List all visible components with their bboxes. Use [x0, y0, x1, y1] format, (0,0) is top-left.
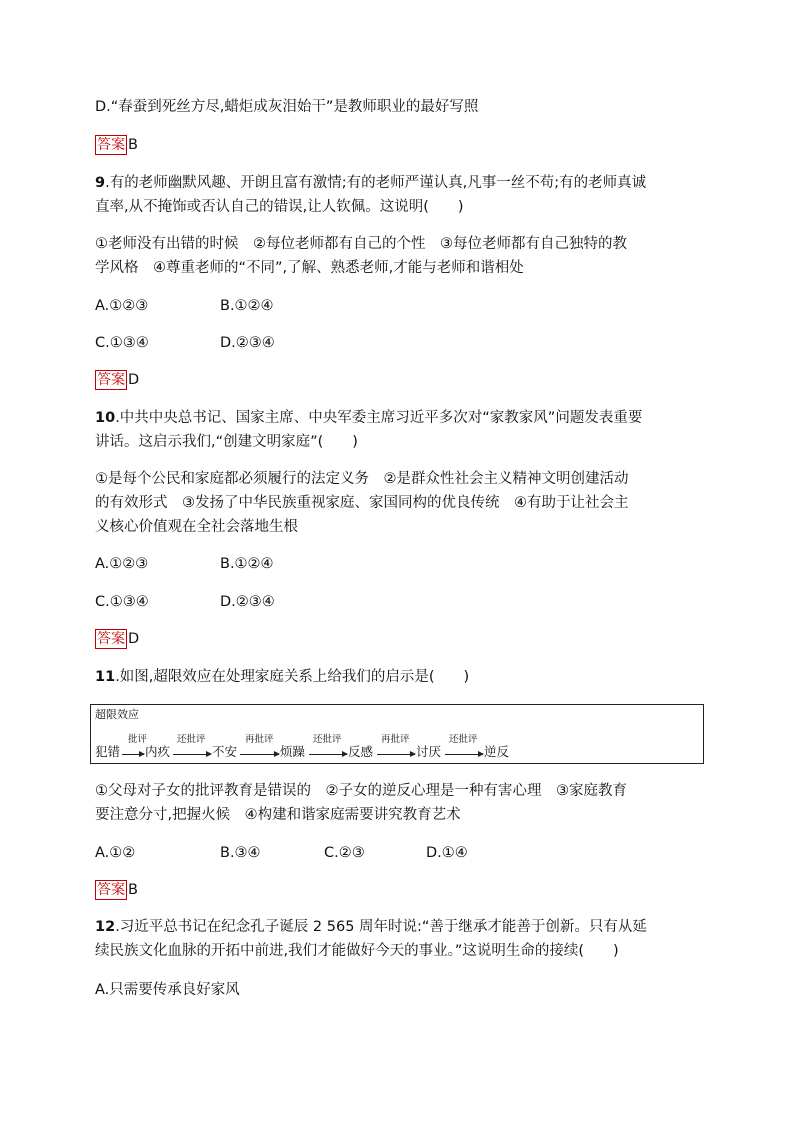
- diagram-chain: [94, 735, 694, 761]
- option-a: A.①②③: [95, 298, 149, 314]
- q9-stem-line1: 9.有的老师幽默风趣、开朗且富有激情;有的老师严谨认真,凡事一丝不苟;有的老师真诚: [95, 175, 647, 191]
- q10-items-line2: 的有效形式 ③发扬了中华民族重视家庭、家国同构的优良传统 ④有助于让社会主: [95, 495, 629, 511]
- arrow-label: 批评: [128, 734, 148, 745]
- diagram-title: 超限效应: [95, 708, 139, 721]
- answer-tag: 答案: [97, 372, 125, 388]
- arrow-icon: [309, 754, 347, 755]
- answer-tag: 答案: [97, 631, 125, 647]
- q11-options-row: [95, 843, 530, 863]
- q10-items-line3: 义核心价值观在全社会落地生根: [95, 519, 298, 535]
- q11-items-line1: ①父母对子女的批评教育是错误的 ②子女的逆反心理是一种有害心理 ③家庭教育: [95, 783, 627, 799]
- diagram-node: 逆反: [484, 744, 510, 759]
- diagram-node: 内疚: [145, 744, 171, 759]
- arrow-label: 还批评: [313, 734, 342, 745]
- answer-value: B: [128, 882, 138, 898]
- q8-answer: [95, 135, 138, 155]
- diagram-node: 不安: [212, 744, 238, 759]
- arrow-icon: [173, 754, 211, 755]
- option-a: A.①②③: [95, 556, 149, 572]
- arrow-icon: [377, 754, 415, 755]
- diagram-node: 烦躁: [280, 744, 306, 759]
- q10-stem-line2: 讲话。这启示我们,“创建文明家庭”( ): [95, 434, 358, 450]
- question-number: 10: [95, 410, 116, 426]
- q11-stem: 11.如图,超限效应在处理家庭关系上给我们的启示是( ): [95, 669, 470, 685]
- option-d: D.①④: [426, 845, 468, 861]
- q9-items-line1: ①老师没有出错的时候 ②每位老师都有自己的个性 ③每位老师都有自己独特的教: [95, 236, 627, 252]
- q10-stem-line1: 10.中共中央总书记、国家主席、中央军委主席习近平多次对“家教家风”问题发表重要: [95, 410, 643, 426]
- question-number: 12: [95, 919, 116, 935]
- option-c: C.①③④: [95, 335, 149, 351]
- arrow-icon: [122, 754, 144, 755]
- arrow-icon: [445, 754, 483, 755]
- answer-value: D: [128, 631, 140, 647]
- diagram-node: 反感: [348, 744, 374, 759]
- arrow-label: 还批评: [177, 734, 206, 745]
- q12-option-a: A.只需要传承良好家风: [95, 982, 240, 998]
- q9-items-line2: 学风格 ④尊重老师的“不同”,了解、熟悉老师,才能与老师和谐相处: [95, 260, 524, 276]
- arrow-label: 再批评: [381, 734, 410, 745]
- option-d: D.②③④: [220, 335, 275, 351]
- answer-tag: 答案: [97, 137, 125, 153]
- option-d: D.②③④: [220, 594, 275, 610]
- q11-items-line2: 要注意分寸,把握火候 ④构建和谐家庭需要讲究教育艺术: [95, 807, 461, 823]
- option-a: A.①②: [95, 845, 136, 861]
- answer-value: D: [128, 372, 140, 388]
- question-number: 9: [95, 175, 106, 191]
- diagram-node: 讨厌: [416, 744, 442, 759]
- option-c: C.②③: [324, 845, 365, 861]
- arrow-label: 再批评: [245, 734, 274, 745]
- q9-options-row1: [95, 296, 324, 316]
- q10-options-row1: [95, 554, 324, 574]
- q9-options-row2: [95, 333, 324, 353]
- q9-answer: [95, 370, 139, 390]
- arrow-label: 还批评: [449, 734, 478, 745]
- overlimit-effect-diagram: [90, 704, 704, 764]
- option-b: B.①②④: [220, 298, 274, 314]
- q10-items-line1: ①是每个公民和家庭都必须履行的法定义务 ②是群众性社会主义精神文明创建活动: [95, 471, 629, 487]
- q10-options-row2: [95, 592, 324, 612]
- q11-answer: [95, 880, 138, 900]
- option-b: B.③④: [220, 845, 261, 861]
- answer-tag: 答案: [97, 882, 125, 898]
- question-number: 11: [95, 669, 116, 685]
- q12-stem-line1: 12.习近平总书记在纪念孔子诞辰 2 565 周年时说:“善于继承才能善于创新。只有从延: [95, 919, 647, 935]
- diagram-node: 犯错: [95, 744, 121, 759]
- option-c: C.①③④: [95, 594, 149, 610]
- q10-answer: [95, 629, 139, 649]
- option-b: B.①②④: [220, 556, 274, 572]
- q9-stem-line2: 直率,从不掩饰或否认自己的错误,让人钦佩。这说明( ): [95, 199, 464, 215]
- arrow-icon: [240, 754, 279, 755]
- q8-option-d: D.“春蚕到死丝方尽,蜡炬成灰泪始干”是教师职业的最好写照: [95, 99, 479, 115]
- answer-value: B: [128, 137, 138, 153]
- q12-stem-line2: 续民族文化血脉的开拓中前进,我们才能做好今天的事业。”这说明生命的接续( ): [95, 943, 619, 959]
